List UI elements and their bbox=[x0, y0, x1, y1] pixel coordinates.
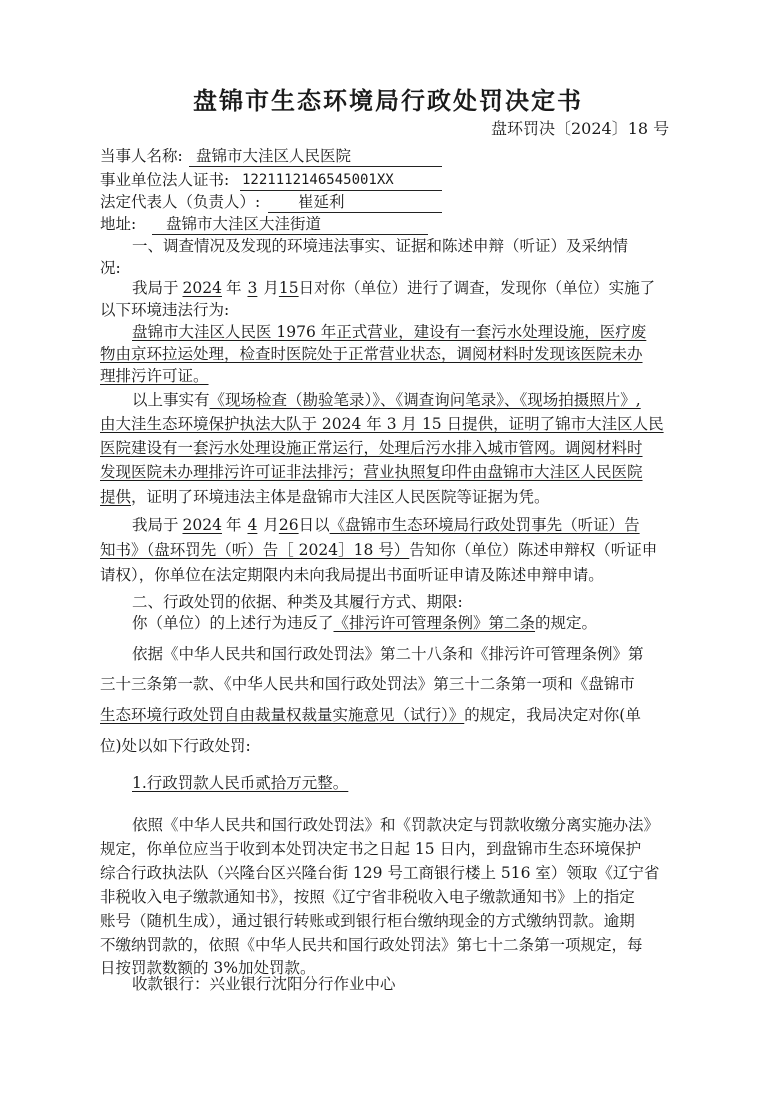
cert-label: 事业单位法人证书: bbox=[100, 171, 230, 189]
fact-line-2: 物由京环拉运处理，检查时医院处于正常营业状态，调阅材料时发现该医院未办 bbox=[100, 345, 643, 363]
basis-line-2: 三十三条第一款、《中华人民共和国行政处罚法》第三十二条第一项和《盘锦市 bbox=[100, 675, 635, 693]
section1-heading-cont: 况: bbox=[100, 259, 121, 277]
document-number: 盘环罚决〔2024〕18 号 bbox=[491, 119, 670, 138]
basis-line-4: 位)处以如下行政处罚: bbox=[100, 737, 251, 755]
basis-line-3: 生态环境行政处罚自由裁量权裁量实施意见（试行）》的规定，我局决定对你(单 bbox=[100, 706, 641, 724]
evidence-line-2: 由大洼生态环境保护执法大队于 2024 年 3 月 15 日提供，证明了锦市大洼区人民 bbox=[100, 415, 664, 433]
document-title: 盘锦市生态环境局行政处罚决定书 bbox=[193, 86, 583, 115]
party-name-value: 盘锦市大洼区人民医院 bbox=[196, 147, 352, 165]
fact-line-3: 理排污许可证。 bbox=[100, 367, 209, 385]
payment-line-3: 综合行政执法队（兴隆台区兴隆台街 129 号工商银行楼上 516 室）领取《辽宁省 bbox=[100, 864, 660, 882]
cert-value: 1221112146545001XX bbox=[242, 172, 394, 188]
party-name-label: 当事人名称: bbox=[100, 147, 183, 165]
evidence-line-5: 提供，证明了环境违法主体是盘锦市大洼区人民医院等证据为凭。 bbox=[100, 488, 550, 506]
notice-line-2: 知书》（盘环罚先（听）告［ 2024］18 号）告知你（单位）陈述申辩权（听证申 bbox=[100, 541, 658, 559]
notice-line-1: 我局于 2024 年 4 月26日以《盘锦市生态环境局行政处罚事先（听证）告 bbox=[132, 516, 640, 534]
violation-sentence: 你（单位）的上述行为违反了《排污许可管理条例》第二条的规定。 bbox=[132, 614, 598, 632]
fact-line-1: 盘锦市大洼区人民医 1976 年正式营业，建设有一套污水处理设施，医疗废 bbox=[132, 323, 647, 341]
payment-line-5: 账号（随机生成），通过银行转账或到银行柜台缴纳现金的方式缴纳罚款。逾期 bbox=[100, 912, 635, 930]
basis-line-1: 依据《中华人民共和国行政处罚法》第二十八条和《排污许可管理条例》第 bbox=[132, 645, 644, 663]
addr-label: 地址: bbox=[100, 215, 137, 233]
payment-line-4: 非税收入电子缴款通知书》，按照《辽宁省非税收入电子缴款通知书》上的指定 bbox=[100, 888, 635, 906]
payment-line-7: 日按罚款数额的 3%加处罚款。 bbox=[100, 959, 316, 977]
rep-label: 法定代表人（负责人）: bbox=[100, 193, 261, 211]
section2-heading: 二、行政处罚的依据、种类及其履行方式、期限: bbox=[132, 593, 463, 611]
bank-info: 收款银行：兴业银行沈阳分行作业中心 bbox=[132, 975, 396, 993]
penalty-item: 1.行政罚款人民币贰拾万元整。 bbox=[132, 774, 349, 792]
investigation-sentence-cont: 以下环境违法行为: bbox=[100, 301, 230, 319]
evidence-line-3: 医院建设有一套污水处理设施正常运行，处理后污水排入城市管网。调阅材料时 bbox=[100, 439, 643, 457]
notice-line-3: 请权），你单位在法定期限内未向我局提出书面听证申请及陈述申辩申请。 bbox=[100, 566, 604, 584]
investigation-sentence: 我局于 2024 年 3 月15日对你（单位）进行了调查，发现你（单位）实施了 bbox=[132, 279, 656, 297]
payment-line-6: 不缴纳罚款的，依照《中华人民共和国行政处罚法》第七十二条第一项规定，每 bbox=[100, 936, 643, 954]
rep-value: 崔延利 bbox=[298, 193, 345, 211]
payment-line-1: 依照《中华人民共和国行政处罚法》和《罚款决定与罚款收缴分离实施办法》 bbox=[132, 816, 660, 834]
evidence-line-1: 以上事实有《现场检查（勘验笔录）》、《调查询问笔录》、《现场拍摄照片》, bbox=[132, 391, 641, 409]
evidence-line-4: 发现医院未办理排污许可证非法排污；营业执照复印件由盘锦市大洼区人民医院 bbox=[100, 463, 643, 481]
addr-value: 盘锦市大洼区大洼街道 bbox=[166, 215, 322, 233]
rep-field bbox=[268, 192, 442, 213]
section1-heading: 一、调查情况及发现的环境违法事实、证据和陈述申辩（听证）及采纳情 bbox=[132, 237, 629, 255]
payment-line-2: 规定，你单位应当于收到本处罚决定书之日起 15 日内，到盘锦市生态环境保护 bbox=[100, 840, 642, 858]
